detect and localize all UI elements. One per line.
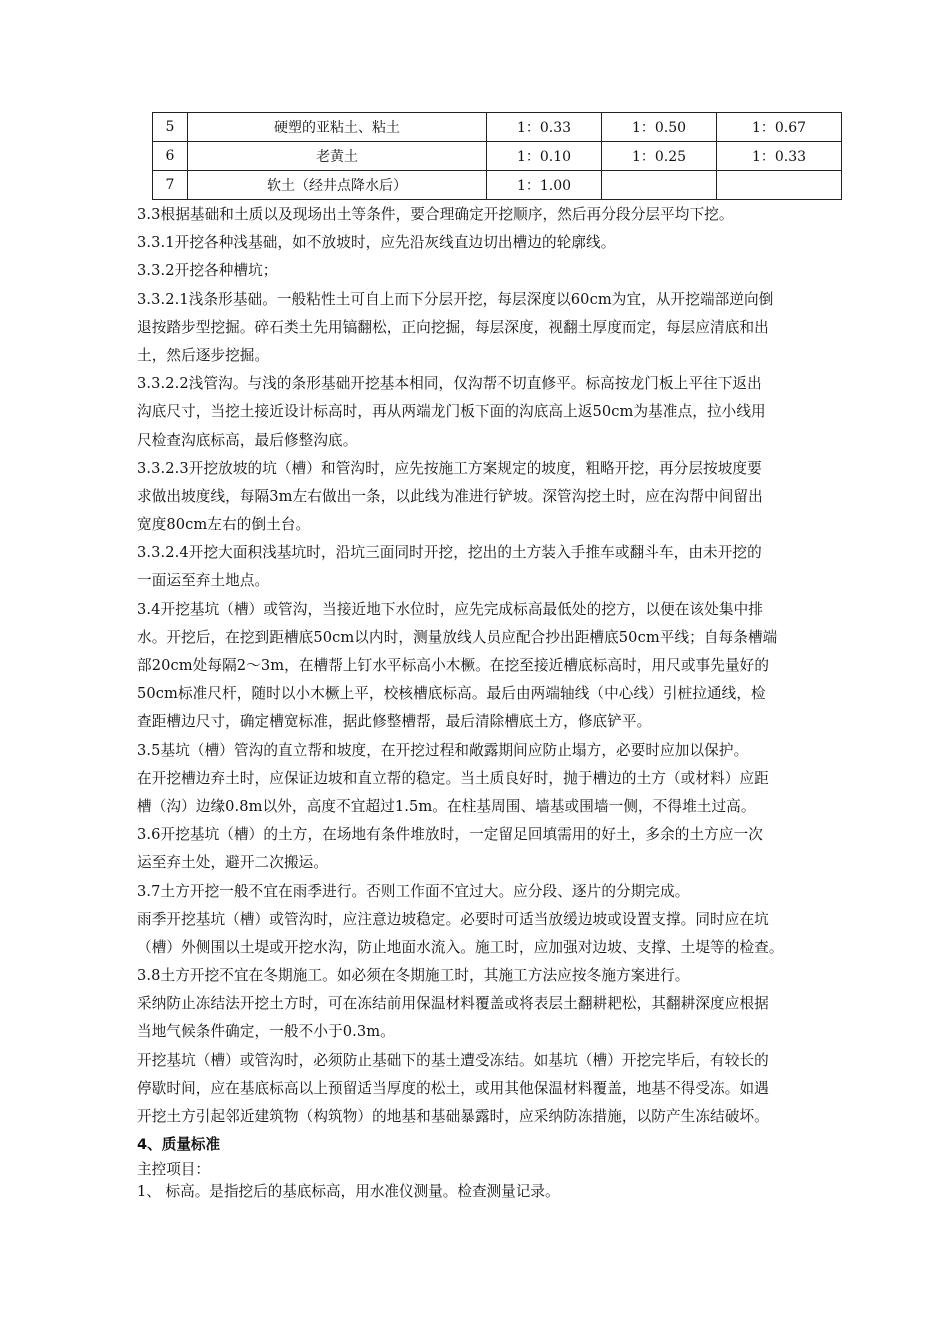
paragraph-line: 一面运至弃土地点。: [137, 572, 270, 590]
soil-type-cell: 硬塑的亚粘土、粘土: [188, 113, 487, 142]
paragraph-line: 运至弃土处，避开二次搬运。: [137, 854, 329, 872]
paragraph-line: 停歇时间，应在基底标高以上预留适当厚度的松土，或用其他保温材料覆盖，地基不得受冻。如遇: [137, 1079, 769, 1097]
paragraph-line: 沟底尺寸，当挖土接近设计标高时，再从两端龙门板下面的沟底高上返50cm为基准点，拉小线用: [137, 403, 766, 421]
table-row: [153, 142, 842, 171]
paragraph-line: 3.3.2.3开挖放坡的坑（槽）和管沟时，应先按施工方案规定的坡度，粗略开挖，再分层按坡度要: [137, 459, 762, 477]
paragraph-line: 土，然后逐步挖掘。: [137, 346, 270, 364]
paragraph-line: 50cm标准尺杆，随时以小木橛上平，校核槽底标高。最后由两端轴线（中心线）引桩拉通线，检: [137, 685, 766, 703]
paragraph-line: 宽度80cm左右的倒土台。: [137, 516, 311, 534]
paragraph-line: 开挖土方引起邻近建筑物（构筑物）的地基和基础暴露时，应采纳防冻措施，以防产生冻结破坏。: [137, 1108, 769, 1125]
ratio-cell: 1：0.33: [487, 113, 602, 142]
paragraph-line: 尺检查沟底标高，最后修整沟底。: [137, 431, 358, 449]
paragraph-line: 在开挖槽边弃土时，应保证边坡和直立帮的稳定。当土质良好时，抛于槽边的土方（或材料）应距: [137, 769, 769, 787]
paragraph-line: 主控项目：: [137, 1161, 210, 1179]
paragraph-line: 采纳防止冻结法开挖土方时，可在冻结前用保温材料覆盖或将表层土翻耕耙松，其翻耕深度应根据: [137, 995, 769, 1013]
ratio-cell: [602, 171, 717, 200]
soil-type-cell: 老黄土: [188, 142, 487, 171]
paragraph-line: 3.4开挖基坑（槽）或管沟，当接近地下水位时，应先完成标高最低处的挖方，以便在该处集中排: [137, 600, 763, 618]
table-row: [153, 171, 842, 200]
ratio-cell: 1：0.67: [717, 113, 842, 142]
paragraph-line: 部20cm处每隔2～3m，在槽帮上钉水平标高小木橛。在挖至接近槽底标高时，用尺或事先量好的: [137, 657, 770, 674]
paragraph-line: 水。开挖后，在挖到距槽底50cm以内时，测量放线人员应配合抄出距槽底50cm平线；自每条槽端: [137, 628, 778, 646]
paragraph-line: 1、 标高。是指挖后的基底标高，用水准仪测量。检查测量记录。: [137, 1183, 560, 1201]
paragraph-line: 雨季开挖基坑（槽）或管沟时，应注意边坡稳定。必要时可适当放缓边坡或设置支撑。同时应在坑: [137, 910, 769, 928]
paragraph-line: 3.3.2.1浅条形基础。一般粘性土可自上而下分层开挖，每层深度以60cm为宜，从开挖端部逆向倒: [137, 290, 774, 308]
ratio-cell: 1：0.10: [487, 142, 602, 171]
table-row: [153, 113, 842, 142]
ratio-cell: 1：0.33: [717, 142, 842, 171]
paragraph-line: 开挖基坑（槽）或管沟时，必须防止基础下的基土遭受冻结。如基坑（槽）开挖完毕后，有较长的: [137, 1051, 769, 1069]
ratio-cell: 1：0.25: [602, 142, 717, 171]
paragraph-line: 3.8土方开挖不宜在冬期施工。如必须在冬期施工时，其施工方法应按冬施方案进行。: [137, 967, 690, 985]
paragraph-line: 求做出坡度线，每隔3m左右做出一条，以此线为准进行铲坡。深管沟挖土时，应在沟帮中间留出: [137, 487, 763, 505]
paragraph-line: 查距槽边尺寸，确定槽宽标准，据此修整槽帮，最后清除槽底土方，修底铲平。: [137, 713, 652, 731]
paragraph-line: 3.3.2.2浅管沟。与浅的条形基础开挖基本相同，仅沟帮不切直修平。标高按龙门板上平往下返出: [137, 375, 762, 393]
paragraph-line: 槽（沟）边缘0.8m以外，高度不宜超过1.5m。在柱基周围、墙基或围墙一侧，不得堆土过高。: [137, 797, 756, 815]
paragraph-line: 3.3.2开挖各种槽坑；: [137, 262, 278, 280]
paragraph-line: 3.3根据基础和土质以及现场出土等条件，要合理确定开挖顺序，然后再分段分层平均下挖。: [137, 206, 734, 223]
paragraph-line: 3.6开挖基坑（槽）的土方，在场地有条件堆放时，一定留足回填需用的好土，多余的土方应一次: [137, 826, 763, 844]
body-text: [137, 201, 877, 1203]
row-number-cell: 7: [153, 171, 188, 200]
paragraph-line: 3.5基坑（槽）管沟的直立帮和坡度，在开挖过程和敞露期间应防止塌方，必要时应加以保护。: [137, 741, 749, 759]
paragraph-line: 3.7土方开挖一般不宜在雨季进行。否则工作面不宜过大。应分段、逐片的分期完成。: [137, 882, 690, 900]
row-number-cell: 6: [153, 142, 188, 171]
ratio-cell: 1：0.50: [602, 113, 717, 142]
paragraph-line: 退按踏步型挖掘。碎石类土先用镐翻松，正向挖掘，每层深度，视翻土厚度而定，每层应清底和出: [137, 318, 769, 336]
paragraph-line: 3.3.1开挖各种浅基础，如不放坡时，应先沿灰线直边切出槽边的轮廓线。: [137, 234, 616, 252]
slope-ratio-table: [152, 112, 842, 200]
paragraph-line: （槽）外侧围以土堤或开挖水沟，防止地面水流入。施工时，应加强对边坡、支撑、土堤等的检查。: [137, 938, 784, 956]
paragraph-line: 3.3.2.4开挖大面积浅基坑时，沿坑三面同时开挖，挖出的土方装入手推车或翻斗车，由未开挖的: [137, 544, 762, 562]
soil-type-cell: 软土（经井点降水后）: [188, 171, 487, 200]
ratio-cell: [717, 171, 842, 200]
section-heading: 4、质量标准: [137, 1136, 221, 1154]
paragraph-line: 当地气候条件确定，一般不小于0.3m。: [137, 1023, 395, 1041]
ratio-cell: 1：1.00: [487, 171, 602, 200]
row-number-cell: 5: [153, 113, 188, 142]
